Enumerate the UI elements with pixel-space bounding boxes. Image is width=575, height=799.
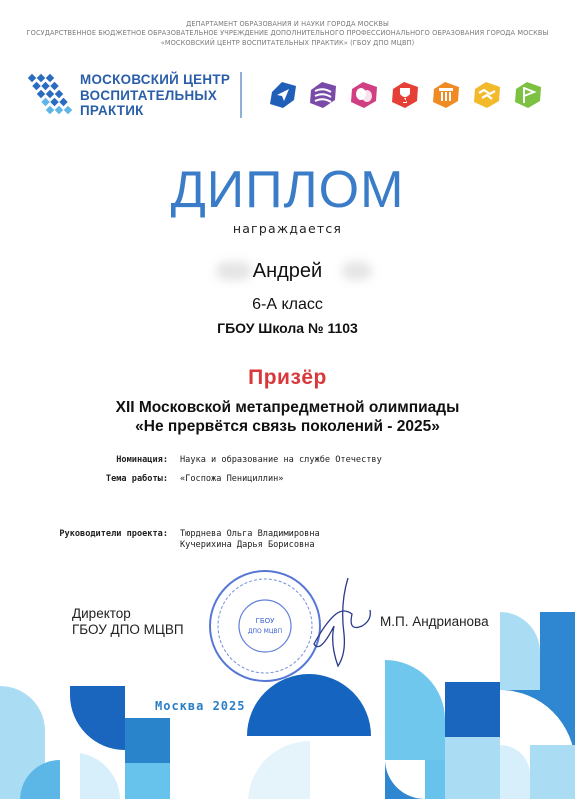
prize-status: Призёр: [248, 366, 327, 389]
nomination-value: Наука и образование на службе Отечеству: [180, 455, 382, 465]
director-title: [72, 606, 184, 638]
logo-line-3: ПРАКТИК: [80, 103, 144, 118]
header-line-3: «МОСКОВСКИЙ ЦЕНТР ВОСПИТАТЕЛЬНЫХ ПРАКТИК» (ГБОУ ДПО МЦВП): [160, 38, 415, 47]
topic-label: Тема работы:: [105, 474, 168, 484]
city-year: Москва 2025: [155, 699, 246, 713]
director-line-2: ГБОУ ДПО МЦВП: [72, 622, 184, 637]
stamp-center-line-1: ГБОУ: [255, 617, 275, 625]
nomination-label: Номинация:: [116, 455, 168, 465]
director-name: М.П. Андрианова: [380, 614, 489, 629]
diploma-title: ДИПЛОМ: [170, 161, 405, 219]
recipient-name: Андрей: [252, 260, 323, 282]
leader-1: Тюрднева Ольга Владимировна: [180, 529, 320, 539]
recipient-school: ГБОУ Школа № 1103: [217, 320, 358, 336]
olympiad-line-1: XII Московской метапредметной олимпиады: [115, 399, 460, 416]
recipient-class: 6-А класс: [252, 296, 323, 313]
leaders-label: Руководители проекта:: [59, 529, 168, 539]
olympiad-line-2: «Не прервётся связь поколений - 2025»: [135, 418, 440, 435]
stamp-center-line-2: ДПО МЦВП: [247, 628, 283, 635]
awarded-label: награждается: [232, 221, 343, 236]
logo-line-1: МОСКОВСКИЙ ЦЕНТР: [80, 72, 231, 87]
logo-line-2: ВОСПИТАТЕЛЬНЫХ: [80, 87, 218, 103]
director-line-1: Директор: [72, 606, 131, 621]
leader-2: Кучерихина Дарья Борисовна: [180, 540, 315, 550]
topic-value: «Госпожа Пенициллин»: [180, 474, 284, 484]
header-line-2: ГОСУДАРСТВЕННОЕ БЮДЖЕТНОЕ ОБРАЗОВАТЕЛЬНОЕ УЧРЕЖДЕНИЕ ДОПОЛНИТЕЛЬНОГО ПРОФЕССИОНАЛЬНОГО ОБРАЗОВАНИЯ ГОРОДА МОСКВЫ: [26, 29, 549, 38]
director-signature: [300, 574, 380, 674]
header-line-1: ДЕПАРТАМЕНТ ОБРАЗОВАНИЯ И НАУКИ ГОРОДА МОСКВЫ: [186, 20, 389, 28]
